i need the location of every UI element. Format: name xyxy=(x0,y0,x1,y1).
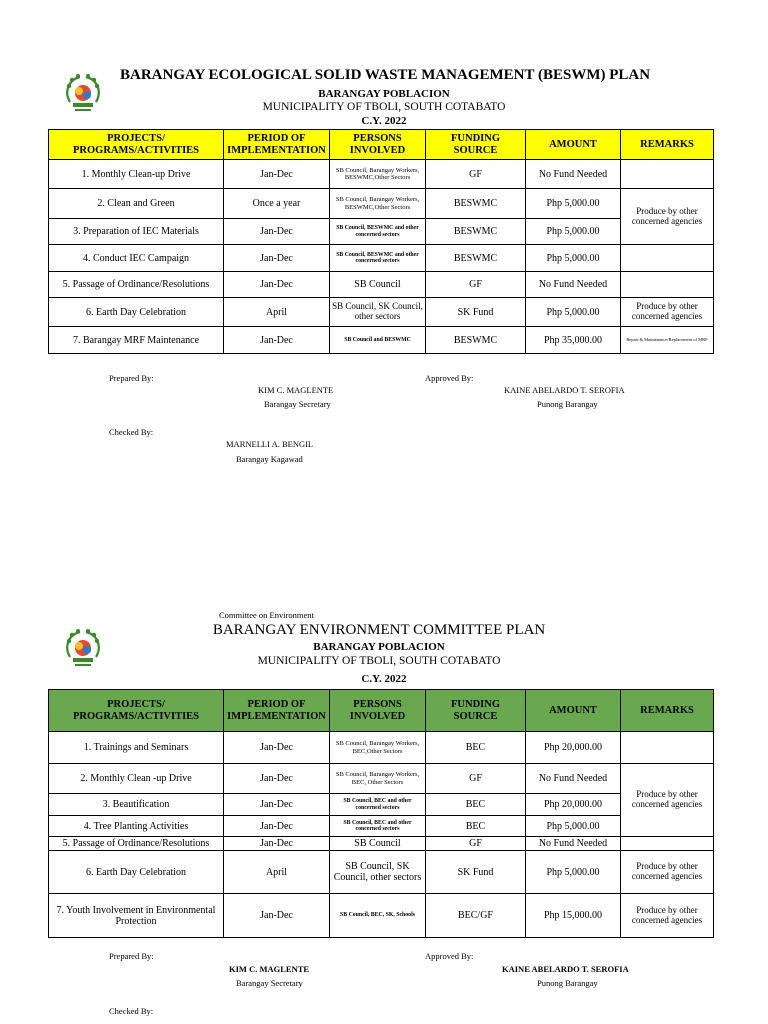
approved-by-title: Punong Barangay xyxy=(537,399,598,409)
table-row xyxy=(49,160,714,189)
project-cell: 1. Monthly Clean-up Drive xyxy=(49,160,224,189)
project-cell: 5. Passage of Ordinance/Resolutions xyxy=(49,272,224,298)
persons-cell: SB Council, BEC and other concerned sectors xyxy=(330,794,426,816)
plan1-table xyxy=(48,129,714,354)
table-row xyxy=(49,327,714,354)
period-cell: Jan-Dec xyxy=(224,794,330,816)
plan1-municipality: MUNICIPALITY OF TBOLI, SOUTH COTABATO xyxy=(262,101,506,113)
checked-by-title: Barangay Kagawad xyxy=(236,454,303,464)
col-header: REMARKS xyxy=(621,130,714,160)
funding-cell: BESWMC xyxy=(426,219,526,245)
checked-by-name: MARNELLI A. BENGIL xyxy=(226,439,314,449)
project-cell: 3. Beautification xyxy=(49,794,224,816)
table-row xyxy=(49,894,714,938)
table-row xyxy=(49,851,714,894)
project-cell: 4. Tree Planting Activities xyxy=(49,816,224,837)
project-cell: 4. Conduct IEC Campaign xyxy=(49,245,224,272)
plan2-table xyxy=(48,689,714,938)
table-row xyxy=(49,732,714,764)
table-header-row xyxy=(49,690,714,732)
persons-cell: SB Council, Barangay Workers, BEC,Other Sectors xyxy=(330,732,426,764)
funding-cell: GF xyxy=(426,837,526,851)
project-cell: 2. Monthly Clean -up Drive xyxy=(49,764,224,794)
col-header: AMOUNT xyxy=(526,690,621,732)
funding-cell: GF xyxy=(426,764,526,794)
period-cell: Once a year xyxy=(224,189,330,219)
checked-by-label: Checked By: xyxy=(109,427,154,437)
funding-cell: BESWMC xyxy=(426,245,526,272)
funding-cell: BEC xyxy=(426,816,526,837)
project-cell: 7. Barangay MRF Maintenance xyxy=(49,327,224,354)
persons-cell: SB Council xyxy=(330,272,426,298)
period-cell: Jan-Dec xyxy=(224,327,330,354)
table-header-row xyxy=(49,130,714,160)
amount-cell: Php 5,000.00 xyxy=(526,189,621,219)
remarks-cell: Produce by other concerned agencies xyxy=(621,298,714,327)
plan1-title: BARANGAY ECOLOGICAL SOLID WASTE MANAGEMENT (BESWM) PLAN xyxy=(120,67,651,83)
plan2-municipality: MUNICIPALITY OF TBOLI, SOUTH COTABATO xyxy=(257,655,501,667)
remarks-cell: Produce by other concerned agencies xyxy=(621,851,714,894)
period-cell: Jan-Dec xyxy=(224,245,330,272)
persons-cell: SB Council xyxy=(330,837,426,851)
col-header: FUNDING SOURCE xyxy=(426,690,526,732)
plan2-barangay: BARANGAY POBLACION xyxy=(313,641,445,653)
period-cell: Jan-Dec xyxy=(224,272,330,298)
amount-cell: Php 5,000.00 xyxy=(526,298,621,327)
amount-cell: No Fund Needed xyxy=(526,764,621,794)
persons-cell: SB Council, BEC, SK, Schools xyxy=(330,894,426,938)
funding-cell: BEC xyxy=(426,732,526,764)
remarks-cell: Produce by other concerned agencies xyxy=(621,189,714,245)
persons-cell: SB Council and BESWMC xyxy=(330,327,426,354)
persons-cell: SB Council, Barangay Workers, BESWMC,Other Sectors xyxy=(330,189,426,219)
funding-cell: SK Fund xyxy=(426,298,526,327)
prepared-by-name: KIM C. MAGLENTE xyxy=(258,385,334,395)
remarks-cell xyxy=(621,272,714,298)
col-header: PROJECTS/ PROGRAMS/ACTIVITIES xyxy=(49,690,224,732)
prepared-by-title: Barangay Secretary xyxy=(264,399,331,409)
project-cell: 2. Clean and Green xyxy=(49,189,224,219)
approved-by-name: KAINE ABELARDO T. SEROFIA xyxy=(502,964,629,974)
period-cell: April xyxy=(224,298,330,327)
funding-cell: GF xyxy=(426,160,526,189)
persons-cell: SB Council, SK Council, other sectors xyxy=(330,851,426,894)
table-row xyxy=(49,794,714,816)
period-cell: Jan-Dec xyxy=(224,816,330,837)
amount-cell: No Fund Needed xyxy=(526,272,621,298)
table-row xyxy=(49,189,714,219)
remarks-cell xyxy=(621,245,714,272)
prepared-by-title: Barangay Secretary xyxy=(236,978,303,988)
funding-cell: BEC xyxy=(426,794,526,816)
approved-by-name: KAINE ABELARDO T. SEROFIA xyxy=(504,385,625,395)
funding-cell: SK Fund xyxy=(426,851,526,894)
remarks-cell xyxy=(621,732,714,764)
col-header: PERSONS INVOLVED xyxy=(330,130,426,160)
remarks-cell: Repair & Maintenance/Replacement of MRF xyxy=(621,327,714,354)
persons-cell: SB Council, Barangay Workers, BEC, Other Sectors xyxy=(330,764,426,794)
period-cell: Jan-Dec xyxy=(224,219,330,245)
approved-by-label: Approved By: xyxy=(425,951,474,961)
amount-cell: Php 5,000.00 xyxy=(526,245,621,272)
col-header: REMARKS xyxy=(621,690,714,732)
table-row xyxy=(49,272,714,298)
period-cell: Jan-Dec xyxy=(224,732,330,764)
amount-cell: Php 20,000.00 xyxy=(526,732,621,764)
funding-cell: BESWMC xyxy=(426,189,526,219)
persons-cell: SB Council, Barangay Workers, BESWMC,Other Sectors xyxy=(330,160,426,189)
persons-cell: SB Council, SK Council, other sectors xyxy=(330,298,426,327)
amount-cell: Php 5,000.00 xyxy=(526,219,621,245)
period-cell: Jan-Dec xyxy=(224,837,330,851)
plan1-barangay: BARANGAY POBLACION xyxy=(318,88,450,100)
remarks-cell: Produce by other concerned agencies xyxy=(621,764,714,837)
approved-by-title: Punong Barangay xyxy=(537,978,598,988)
table-row xyxy=(49,298,714,327)
checked-by-label: Checked By: xyxy=(109,1006,154,1016)
period-cell: Jan-Dec xyxy=(224,894,330,938)
persons-cell: SB Council, BESWMC and other concerned sectors xyxy=(330,219,426,245)
approved-by-label: Approved By: xyxy=(425,373,474,383)
table-row xyxy=(49,816,714,837)
project-cell: 6. Earth Day Celebration xyxy=(49,298,224,327)
funding-cell: BEC/GF xyxy=(426,894,526,938)
remarks-cell xyxy=(621,160,714,189)
table-row xyxy=(49,219,714,245)
prepared-by-name: KIM C. MAGLENTE xyxy=(229,964,310,974)
amount-cell: Php 15,000.00 xyxy=(526,894,621,938)
col-header: PERSONS INVOLVED xyxy=(330,690,426,732)
plan2-title: BARANGAY ENVIRONMENT COMMITTEE PLAN xyxy=(212,622,546,638)
project-cell: 7. Youth Involvement in Environmental Protection xyxy=(49,894,224,938)
project-cell: 5. Passage of Ordinance/Resolutions xyxy=(49,837,224,851)
project-cell: 6. Earth Day Celebration xyxy=(49,851,224,894)
prepared-by-label: Prepared By: xyxy=(109,951,154,961)
amount-cell: Php 20,000.00 xyxy=(526,794,621,816)
period-cell: Jan-Dec xyxy=(224,764,330,794)
amount-cell: Php 5,000.00 xyxy=(526,851,621,894)
col-header: FUNDING SOURCE xyxy=(426,130,526,160)
plan2-year: C.Y. 2022 xyxy=(361,673,407,685)
period-cell: Jan-Dec xyxy=(224,160,330,189)
period-cell: April xyxy=(224,851,330,894)
table-row xyxy=(49,837,714,851)
amount-cell: No Fund Needed xyxy=(526,160,621,189)
funding-cell: BESWMC xyxy=(426,327,526,354)
amount-cell: No Fund Needed xyxy=(526,837,621,851)
project-cell: 1. Trainings and Seminars xyxy=(49,732,224,764)
amount-cell: Php 35,000.00 xyxy=(526,327,621,354)
remarks-cell: Produce by other concerned agencies xyxy=(621,894,714,938)
committee-label: Committee on Environment xyxy=(219,610,314,620)
table-row xyxy=(49,764,714,794)
col-header: AMOUNT xyxy=(526,130,621,160)
amount-cell: Php 5,000.00 xyxy=(526,816,621,837)
project-cell: 3. Preparation of IEC Materials xyxy=(49,219,224,245)
remarks-cell xyxy=(621,837,714,851)
funding-cell: GF xyxy=(426,272,526,298)
col-header: PROJECTS/ PROGRAMS/ACTIVITIES xyxy=(49,130,224,160)
persons-cell: SB Council, BESWMC and other concerned sectors xyxy=(330,245,426,272)
persons-cell: SB Council, BEC and other concerned sectors xyxy=(330,816,426,837)
prepared-by-label: Prepared By: xyxy=(109,373,154,383)
col-header: PERIOD OF IMPLEMENTATION xyxy=(224,690,330,732)
col-header: PERIOD OF IMPLEMENTATION xyxy=(224,130,330,160)
plan1-year: C.Y. 2022 xyxy=(361,115,407,127)
table-row xyxy=(49,245,714,272)
